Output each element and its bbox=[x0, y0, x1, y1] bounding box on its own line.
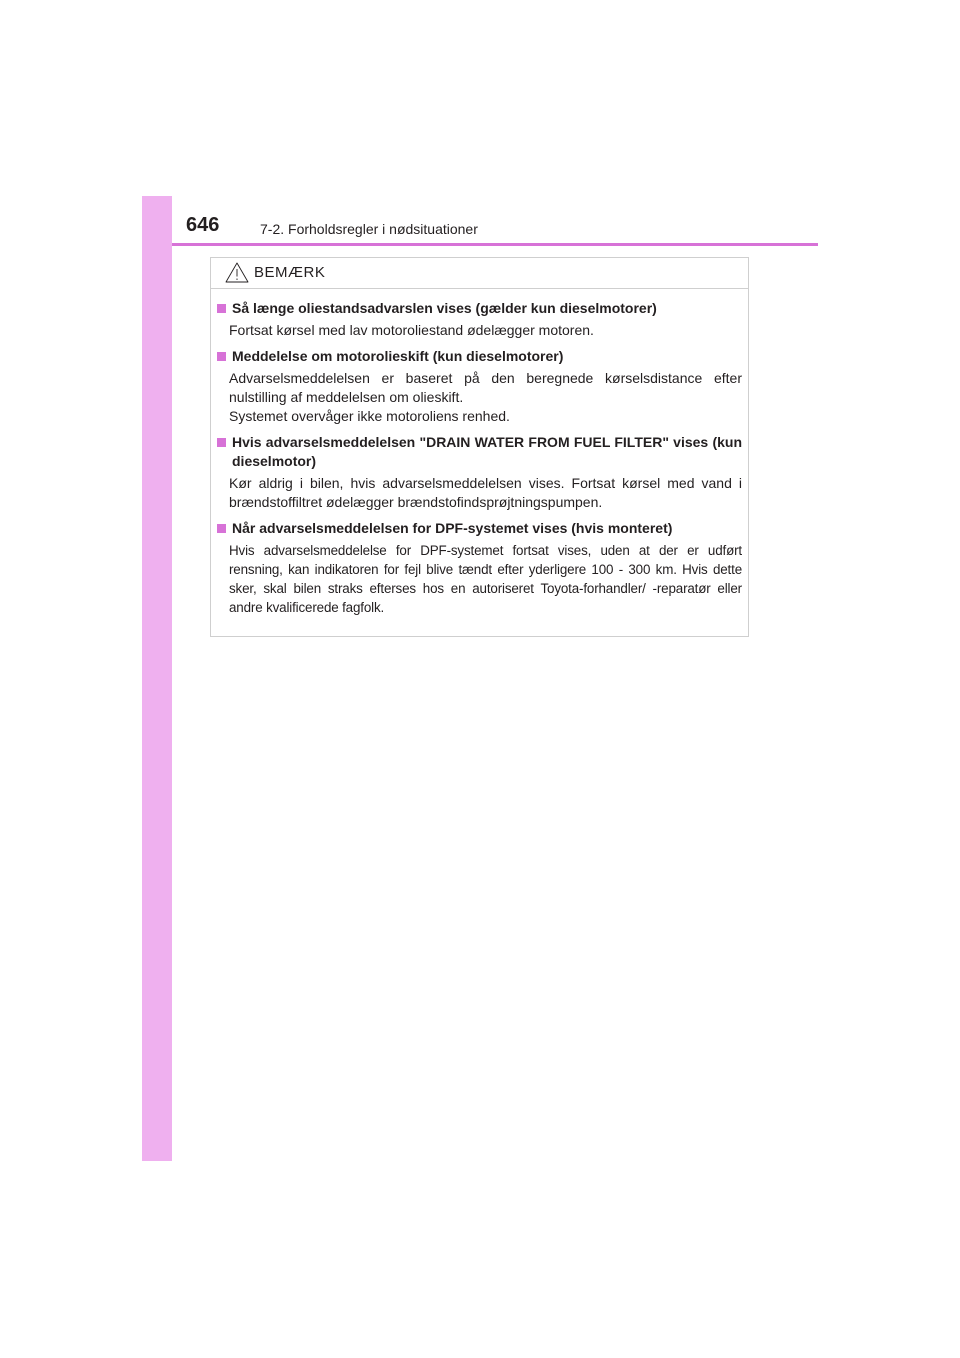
notice-item bbox=[217, 519, 742, 617]
item-text: Fortsat kørsel med lav motoroliestand ødelægger motoren. bbox=[229, 322, 594, 338]
header-divider bbox=[172, 243, 818, 246]
notice-body bbox=[211, 289, 748, 617]
square-bullet-icon bbox=[217, 438, 229, 447]
item-heading: Så længe oliestandsadvarslen vises (gælder kun dieselmotorer) bbox=[232, 300, 657, 316]
page-number: 646 bbox=[186, 214, 220, 236]
section-title: 7-2. Forholdsregler i nødsituationer bbox=[260, 221, 478, 237]
item-heading: Når advarselsmeddelelsen for DPF-systemet vises (hvis monteret) bbox=[232, 520, 673, 536]
item-text: Kør aldrig i bilen, hvis advarselsmeddelelsen vises. Fortsat kørsel med vand i brændstoffiltret ødelægger brændstofindsprøjtningspumpen. bbox=[229, 475, 742, 510]
warning-triangle-icon bbox=[225, 262, 249, 283]
notice-item bbox=[217, 299, 742, 340]
chapter-side-band bbox=[142, 196, 172, 1161]
item-heading: Meddelelse om motorolieskift (kun dieselmotorer) bbox=[232, 348, 564, 364]
item-text-secondary: Systemet overvåger ikke motoroliens renhed. bbox=[229, 408, 510, 424]
notice-item bbox=[217, 347, 742, 426]
notice-header bbox=[211, 258, 748, 289]
notice-item bbox=[217, 433, 742, 512]
item-text: Advarselsmeddelelsen er baseret på den beregnede kørselsdistance efter nulstilling af meddelelsen om olieskift. bbox=[229, 370, 742, 405]
square-bullet-icon bbox=[217, 352, 229, 361]
square-bullet-icon bbox=[217, 524, 229, 533]
item-text: Hvis advarselsmeddelelse for DPF-systemet fortsat vises, uden at der er udført rensning, kan indikatoren for fejl blive tændt efter yderligere 100 - 300 km. Hvis dette sker, skal bilen straks efterses hos en autoriseret Toyota-forhandler/ -reparatør eller andre kvalificerede fagfolk. bbox=[229, 543, 742, 615]
item-heading: Hvis advarselsmeddelelsen "DRAIN WATER FROM FUEL FILTER" vises (kun dieselmotor) bbox=[232, 434, 742, 469]
square-bullet-icon bbox=[217, 304, 229, 313]
notice-title: BEMÆRK bbox=[254, 264, 326, 281]
notice-box bbox=[210, 257, 749, 637]
